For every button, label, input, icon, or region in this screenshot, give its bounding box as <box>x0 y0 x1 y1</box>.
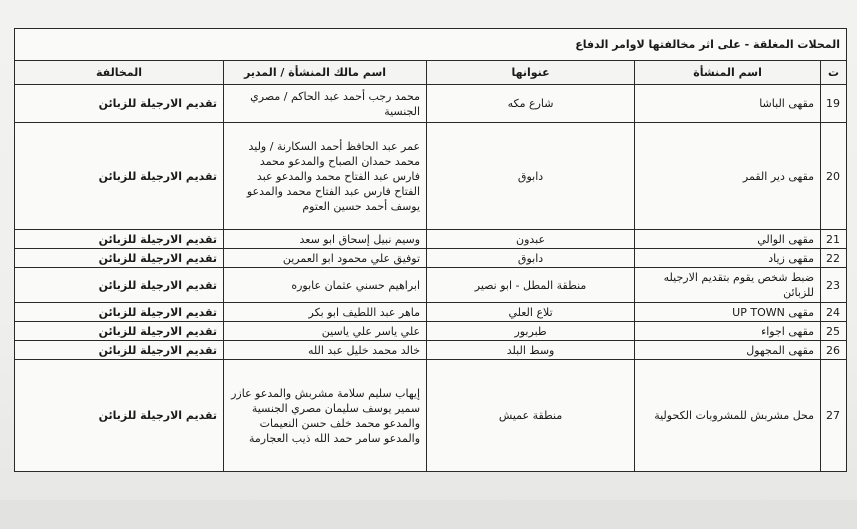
violation: تقديم الارجيلة للزبائن <box>15 268 224 303</box>
owner-line: وسيم نبيل إسحاق ابو سعد <box>299 232 421 246</box>
row-number: 27 <box>821 360 847 472</box>
table-title: المحلات المغلقة - على اثر مخالفتها لاوامر الدفاع <box>15 29 847 61</box>
violation: تقديم الارجيلة للزبائن <box>15 123 224 230</box>
shop-address: تلاع العلي <box>427 303 635 322</box>
owner-name <box>224 268 427 303</box>
owner-line: سمير يوسف سليمان مصري الجنسية <box>251 401 421 415</box>
header-address: عنوانها <box>427 61 635 85</box>
owner-line: إيهاب سليم سلامة مشربش والمدعو عازر <box>231 386 421 400</box>
shop-name: مقهى المجهول <box>635 341 821 360</box>
owner-line: علي ياسر علي ياسين <box>321 324 421 338</box>
owner-name <box>224 249 427 268</box>
shop-name: مقهى الباشا <box>635 85 821 123</box>
shop-address: دابوق <box>427 123 635 230</box>
table-row <box>15 249 847 268</box>
shop-address: طبربور <box>427 322 635 341</box>
owner-name <box>224 230 427 249</box>
shop-name: مقهى زياد <box>635 249 821 268</box>
table-row <box>15 268 847 303</box>
table-row <box>15 303 847 322</box>
owner-name <box>224 341 427 360</box>
shop-address: منطقة عميش <box>427 360 635 472</box>
table-body <box>15 85 847 472</box>
owner-line: ماهر عبد اللطيف ابو بكر <box>308 305 421 319</box>
violation: تقديم الارجيلة للزبائن <box>15 249 224 268</box>
page-edge <box>0 500 857 529</box>
owner-name <box>224 360 427 472</box>
owner-line: عمر عبد الحافظ أحمد السكارنة / وليد <box>248 139 421 153</box>
owner-line: خالد محمد خليل عبد الله <box>307 343 421 357</box>
violation: تقديم الارجيلة للزبائن <box>15 303 224 322</box>
header-num: ت <box>821 61 847 85</box>
owner-line: الفتاح فارس عبد الفتاح محمد والمدعو <box>246 184 421 198</box>
row-number: 26 <box>821 341 847 360</box>
owner-name <box>224 303 427 322</box>
shop-address: دابوق <box>427 249 635 268</box>
row-number: 19 <box>821 85 847 123</box>
row-number: 20 <box>821 123 847 230</box>
shop-address: شارع مكه <box>427 85 635 123</box>
owner-line: ابراهيم حسني عثمان عابوره <box>291 278 421 292</box>
shop-name: ضبط شخص يقوم بتقديم الارجيله للزبائن <box>635 268 821 303</box>
violation: تقديم الارجيلة للزبائن <box>15 230 224 249</box>
shop-name: مقهى دير القمر <box>635 123 821 230</box>
title-row <box>15 29 847 61</box>
violation: تقديم الارجيلة للزبائن <box>15 360 224 472</box>
owner-name <box>224 322 427 341</box>
shop-address: عبدون <box>427 230 635 249</box>
table-row <box>15 123 847 230</box>
owner-line: والمدعو سامر حمد الله ذيب العجارمة <box>249 431 421 445</box>
violation: تقديم الارجيلة للزبائن <box>15 85 224 123</box>
owner-line: الجنسية <box>384 104 421 118</box>
owner-name <box>224 123 427 230</box>
table-row <box>15 230 847 249</box>
table-row <box>15 322 847 341</box>
header-name: اسم المنشأة <box>635 61 821 85</box>
row-number: 22 <box>821 249 847 268</box>
violation: تقديم الارجيلة للزبائن <box>15 341 224 360</box>
row-number: 25 <box>821 322 847 341</box>
shop-address: منطقة المطل - ابو نصير <box>427 268 635 303</box>
header-owner: اسم مالك المنشأة / المدير <box>224 61 427 85</box>
table-row <box>15 85 847 123</box>
shop-name: مقهى اجواء <box>635 322 821 341</box>
shop-address: وسط البلد <box>427 341 635 360</box>
owner-name <box>224 85 427 123</box>
owner-line: والمدعو محمد خلف حسن النعيمات <box>259 416 421 430</box>
row-number: 21 <box>821 230 847 249</box>
owner-line: فارس عبد الفتاح محمد والمدعو عبد <box>256 169 421 183</box>
row-number: 23 <box>821 268 847 303</box>
owner-line: يوسف أحمد حسين العتوم <box>302 199 421 213</box>
shop-name: مقهى UP TOWN <box>635 303 821 322</box>
table-row <box>15 341 847 360</box>
owner-line: توفيق علي محمود ابو العمرين <box>282 251 421 265</box>
owner-line: محمد رجب أحمد عبد الحاكم / مصري <box>250 89 421 103</box>
table-row <box>15 360 847 472</box>
header-violation: المخالفة <box>15 61 224 85</box>
violation: تقديم الارجيلة للزبائن <box>15 322 224 341</box>
row-number: 24 <box>821 303 847 322</box>
shop-name: مقهى الوالي <box>635 230 821 249</box>
shop-name: محل مشربش للمشروبات الكحولية <box>635 360 821 472</box>
owner-line: محمد حمدان الصباح والمدعو محمد <box>259 154 421 168</box>
closed-shops-table <box>14 28 847 472</box>
header-row <box>15 61 847 85</box>
